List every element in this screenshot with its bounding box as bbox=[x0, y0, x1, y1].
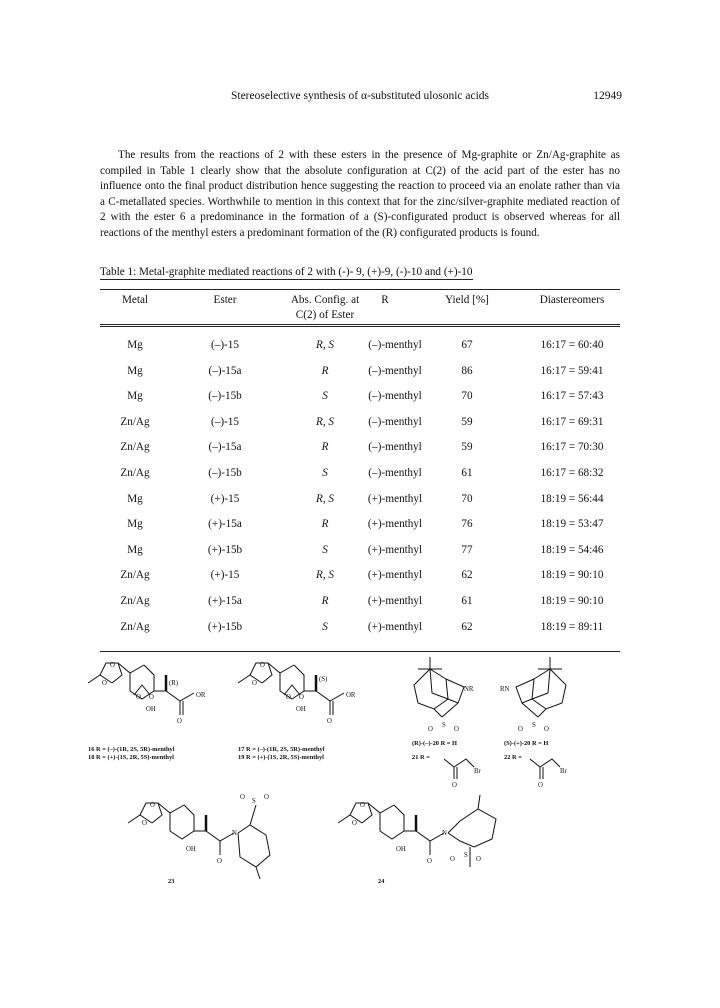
atom-o: O bbox=[217, 858, 222, 865]
atom-o: O bbox=[150, 802, 155, 809]
atom-o: O bbox=[452, 782, 457, 789]
cell-r: (–)-menthyl bbox=[368, 390, 422, 403]
structure-16-18 bbox=[88, 662, 206, 761]
structure-scheme bbox=[70, 655, 630, 895]
atom-oh: OH bbox=[146, 706, 156, 713]
cell-metal: Zn/Ag bbox=[120, 620, 150, 633]
table-row bbox=[100, 467, 620, 483]
cell-r: (+)-menthyl bbox=[367, 492, 423, 505]
stereo-r: (R) bbox=[169, 680, 179, 687]
cell-metal: Mg bbox=[127, 390, 143, 403]
atom-o: O bbox=[264, 794, 269, 801]
cell-abs-config: S bbox=[322, 467, 328, 479]
cell-yield: 59 bbox=[461, 441, 473, 454]
cell-abs-config: R bbox=[321, 364, 329, 377]
header-metal: Metal bbox=[121, 294, 149, 306]
cell-ester: (–)-15a bbox=[208, 364, 242, 377]
label-20s: (S)-(+)-20 R = H bbox=[504, 740, 549, 747]
label-16-18-line2: 18 R = (+)-(1S, 2R, 5S)-menthyl bbox=[88, 754, 174, 761]
table-caption-text: Table 1: Metal-graphite mediated reactions of 2 with (-)- 9, (+)-9, (-)-10 and (+)-10 bbox=[100, 266, 473, 278]
atom-br: Br bbox=[474, 768, 481, 775]
table-row bbox=[100, 339, 620, 355]
cell-diastereomers: 16:17 = 60:40 bbox=[540, 339, 604, 351]
atom-oh: OH bbox=[396, 846, 406, 853]
cell-abs-config: R, S bbox=[315, 339, 335, 351]
structure-drawings bbox=[70, 655, 630, 895]
atom-o: O bbox=[476, 856, 481, 863]
cell-metal: Zn/Ag bbox=[120, 595, 150, 607]
cell-diastereomers: 18:19 = 90:10 bbox=[540, 569, 604, 582]
cell-metal: Zn/Ag bbox=[120, 467, 150, 479]
cell-ester: (+)-15b bbox=[207, 620, 243, 633]
atom-oh: OH bbox=[296, 706, 306, 713]
cell-r: (+)-menthyl bbox=[367, 543, 423, 556]
table-row bbox=[100, 518, 620, 534]
cell-ester: (–)-15b bbox=[208, 390, 242, 403]
label-17-19-line2: 19 R = (+)-(1S, 2R, 5S)-menthyl bbox=[238, 754, 324, 761]
atom-o: O bbox=[142, 820, 147, 827]
cell-yield: 62 bbox=[461, 569, 473, 582]
atom-n: N bbox=[442, 830, 447, 837]
label-23: 23 bbox=[168, 878, 175, 885]
atom-o: O bbox=[518, 726, 523, 733]
cell-ester: (+)-15 bbox=[210, 569, 240, 582]
table-row bbox=[100, 621, 620, 637]
table-row bbox=[100, 544, 620, 560]
header-diastereomers: Diastereomers bbox=[539, 294, 605, 306]
cell-ester: (+)-15a bbox=[208, 595, 242, 607]
header-ester: Ester bbox=[213, 294, 237, 306]
label-16-18-line1: 16 R = (–)-(1R, 2S, 5R)-menthyl bbox=[88, 746, 175, 753]
cell-metal: Zn/Ag bbox=[120, 415, 150, 428]
atom-o: O bbox=[286, 694, 291, 701]
header-r: R bbox=[381, 294, 389, 306]
atom-o: O bbox=[110, 662, 115, 669]
cell-ester: (–)-15b bbox=[208, 467, 242, 479]
cell-diastereomers: 18:19 = 90:10 bbox=[540, 595, 604, 607]
cell-ester: (–)-15 bbox=[211, 339, 239, 351]
atom-or: OR bbox=[196, 692, 206, 699]
cell-abs-config: S bbox=[322, 390, 328, 403]
atom-o: O bbox=[428, 726, 433, 733]
sultam-20s bbox=[500, 657, 568, 789]
atom-o: O bbox=[360, 802, 365, 809]
cell-diastereomers: 18:19 = 53:47 bbox=[540, 518, 604, 531]
cell-r: (+)-menthyl bbox=[367, 518, 423, 531]
stereo-s: (S) bbox=[319, 676, 328, 683]
cell-diastereomers: 18:19 = 54:46 bbox=[540, 543, 604, 556]
cell-abs-config: S bbox=[322, 620, 328, 633]
header-abs-line2: C(2) of Ester bbox=[295, 309, 355, 321]
running-title: Stereoselective synthesis of α-substituted ulosonic acids bbox=[230, 90, 490, 102]
cell-ester: (+)-15b bbox=[207, 543, 243, 556]
atom-o: O bbox=[544, 726, 549, 733]
cell-diastereomers: 18:19 = 56:44 bbox=[540, 492, 604, 505]
label-24: 24 bbox=[378, 878, 385, 885]
label-17-19-line1: 17 R = (–)-(1R, 2S, 5R)-menthyl bbox=[238, 746, 325, 753]
atom-o: O bbox=[149, 694, 154, 701]
atom-s: S bbox=[464, 852, 468, 859]
label-20r: (R)-(–)-20 R = H bbox=[412, 740, 457, 747]
table-row bbox=[100, 365, 620, 381]
cell-r: (–)-menthyl bbox=[368, 441, 422, 454]
atom-o: O bbox=[260, 662, 265, 669]
atom-o: O bbox=[427, 858, 432, 865]
cell-metal: Mg bbox=[127, 364, 143, 377]
cell-ester: (+)-15a bbox=[208, 518, 242, 531]
table-top-rule bbox=[100, 289, 620, 290]
cell-diastereomers: 16:17 = 69:31 bbox=[540, 415, 604, 428]
running-header bbox=[0, 90, 720, 106]
label-22: 22 R = bbox=[504, 754, 522, 761]
cell-diastereomers: 16:17 = 59:41 bbox=[540, 364, 604, 377]
cell-ester: (–)-15 bbox=[211, 415, 239, 428]
cell-diastereomers: 16:17 = 57:43 bbox=[540, 390, 604, 403]
table-row bbox=[100, 569, 620, 585]
cell-ester: (+)-15 bbox=[210, 492, 240, 505]
cell-yield: 77 bbox=[461, 543, 473, 556]
structure-17-19 bbox=[238, 662, 356, 761]
cell-yield: 62 bbox=[461, 620, 473, 633]
paragraph-text: The results from the reactions of 2 with these esters in the presence of Mg-graphite or Zn/Ag-graphite as compiled in Table 1 clearly show that the absolute configuration at C(2) of the acid part of the ester has no influence onto the final product distribution hence suggesting the reaction to proceed via an enolate rather than via a C-metallated species. Worthwhile to mention in this context that for the zinc/silver-graphite mediated reaction of 2 with the ester 6 a predominance in the formation of a (S)-configurated product is observed whereas for all reactions of the menthyl esters a predominant formation of the (R) configurated products is found. bbox=[100, 149, 620, 239]
cell-yield: 70 bbox=[461, 492, 473, 505]
atom-n: N bbox=[232, 830, 237, 837]
table-row bbox=[100, 441, 620, 457]
cell-yield: 76 bbox=[461, 518, 473, 531]
atom-o: O bbox=[136, 694, 141, 701]
header-abs-line1: Abs. Config. at bbox=[290, 294, 360, 306]
atom-rn: RN bbox=[500, 686, 510, 693]
table-row bbox=[100, 595, 620, 611]
atom-nr: NR bbox=[464, 686, 474, 693]
cell-r: (–)-menthyl bbox=[368, 415, 422, 428]
atom-o: O bbox=[327, 718, 332, 725]
atom-o: O bbox=[299, 694, 304, 701]
cell-r: (+)-menthyl bbox=[367, 569, 423, 582]
cell-metal: Mg bbox=[127, 518, 143, 531]
cell-yield: 67 bbox=[461, 339, 473, 351]
atom-o: O bbox=[177, 718, 182, 725]
cell-metal: Mg bbox=[127, 543, 143, 556]
atom-o: O bbox=[102, 680, 107, 687]
atom-o: O bbox=[538, 782, 543, 789]
atom-oh: OH bbox=[186, 846, 196, 853]
cell-metal: Zn/Ag bbox=[120, 441, 150, 454]
cell-metal: Mg bbox=[127, 339, 143, 351]
cell-diastereomers: 16:17 = 68:32 bbox=[540, 467, 604, 479]
table-header-rule bbox=[100, 324, 620, 327]
cell-yield: 61 bbox=[461, 467, 473, 479]
table-row bbox=[100, 416, 620, 432]
cell-abs-config: R, S bbox=[315, 492, 335, 505]
cell-yield: 59 bbox=[461, 415, 473, 428]
atom-s: S bbox=[442, 722, 446, 729]
table-bottom-rule bbox=[100, 651, 620, 652]
cell-abs-config: R, S bbox=[315, 415, 335, 428]
cell-r: (+)-menthyl bbox=[367, 595, 423, 607]
atom-o: O bbox=[240, 794, 245, 801]
cell-abs-config: R bbox=[321, 518, 329, 531]
sultam-20r bbox=[412, 657, 482, 789]
cell-r: (–)-menthyl bbox=[368, 364, 422, 377]
atom-br: Br bbox=[560, 768, 567, 775]
atom-or: OR bbox=[346, 692, 356, 699]
atom-o: O bbox=[450, 856, 455, 863]
cell-r: (–)-menthyl bbox=[368, 339, 422, 351]
table-row bbox=[100, 493, 620, 509]
cell-abs-config: S bbox=[322, 543, 328, 556]
page-number: 12949 bbox=[593, 90, 622, 102]
cell-yield: 86 bbox=[461, 364, 473, 377]
cell-ester: (–)-15a bbox=[208, 441, 242, 454]
atom-s: S bbox=[252, 798, 256, 805]
header-yield: Yield [%] bbox=[445, 294, 489, 306]
cell-r: (+)-menthyl bbox=[367, 620, 423, 633]
structure-24 bbox=[338, 795, 496, 885]
atom-s: S bbox=[532, 722, 536, 729]
atom-o: O bbox=[352, 820, 357, 827]
structure-23 bbox=[128, 794, 270, 885]
table-row bbox=[100, 390, 620, 406]
atom-o: O bbox=[454, 726, 459, 733]
cell-diastereomers: 18:19 = 89:11 bbox=[540, 620, 604, 633]
atom-o: O bbox=[252, 680, 257, 687]
cell-abs-config: R bbox=[321, 595, 329, 607]
cell-abs-config: R, S bbox=[315, 569, 335, 582]
cell-r: (–)-menthyl bbox=[368, 467, 422, 479]
body-paragraph bbox=[100, 148, 620, 242]
cell-metal: Mg bbox=[127, 492, 143, 505]
label-21: 21 R = bbox=[412, 754, 430, 761]
cell-metal: Zn/Ag bbox=[120, 569, 150, 582]
cell-yield: 70 bbox=[461, 390, 473, 403]
table-caption bbox=[100, 266, 620, 278]
cell-diastereomers: 16:17 = 70:30 bbox=[540, 441, 604, 454]
cell-yield: 61 bbox=[461, 595, 473, 607]
cell-abs-config: R bbox=[321, 441, 329, 454]
